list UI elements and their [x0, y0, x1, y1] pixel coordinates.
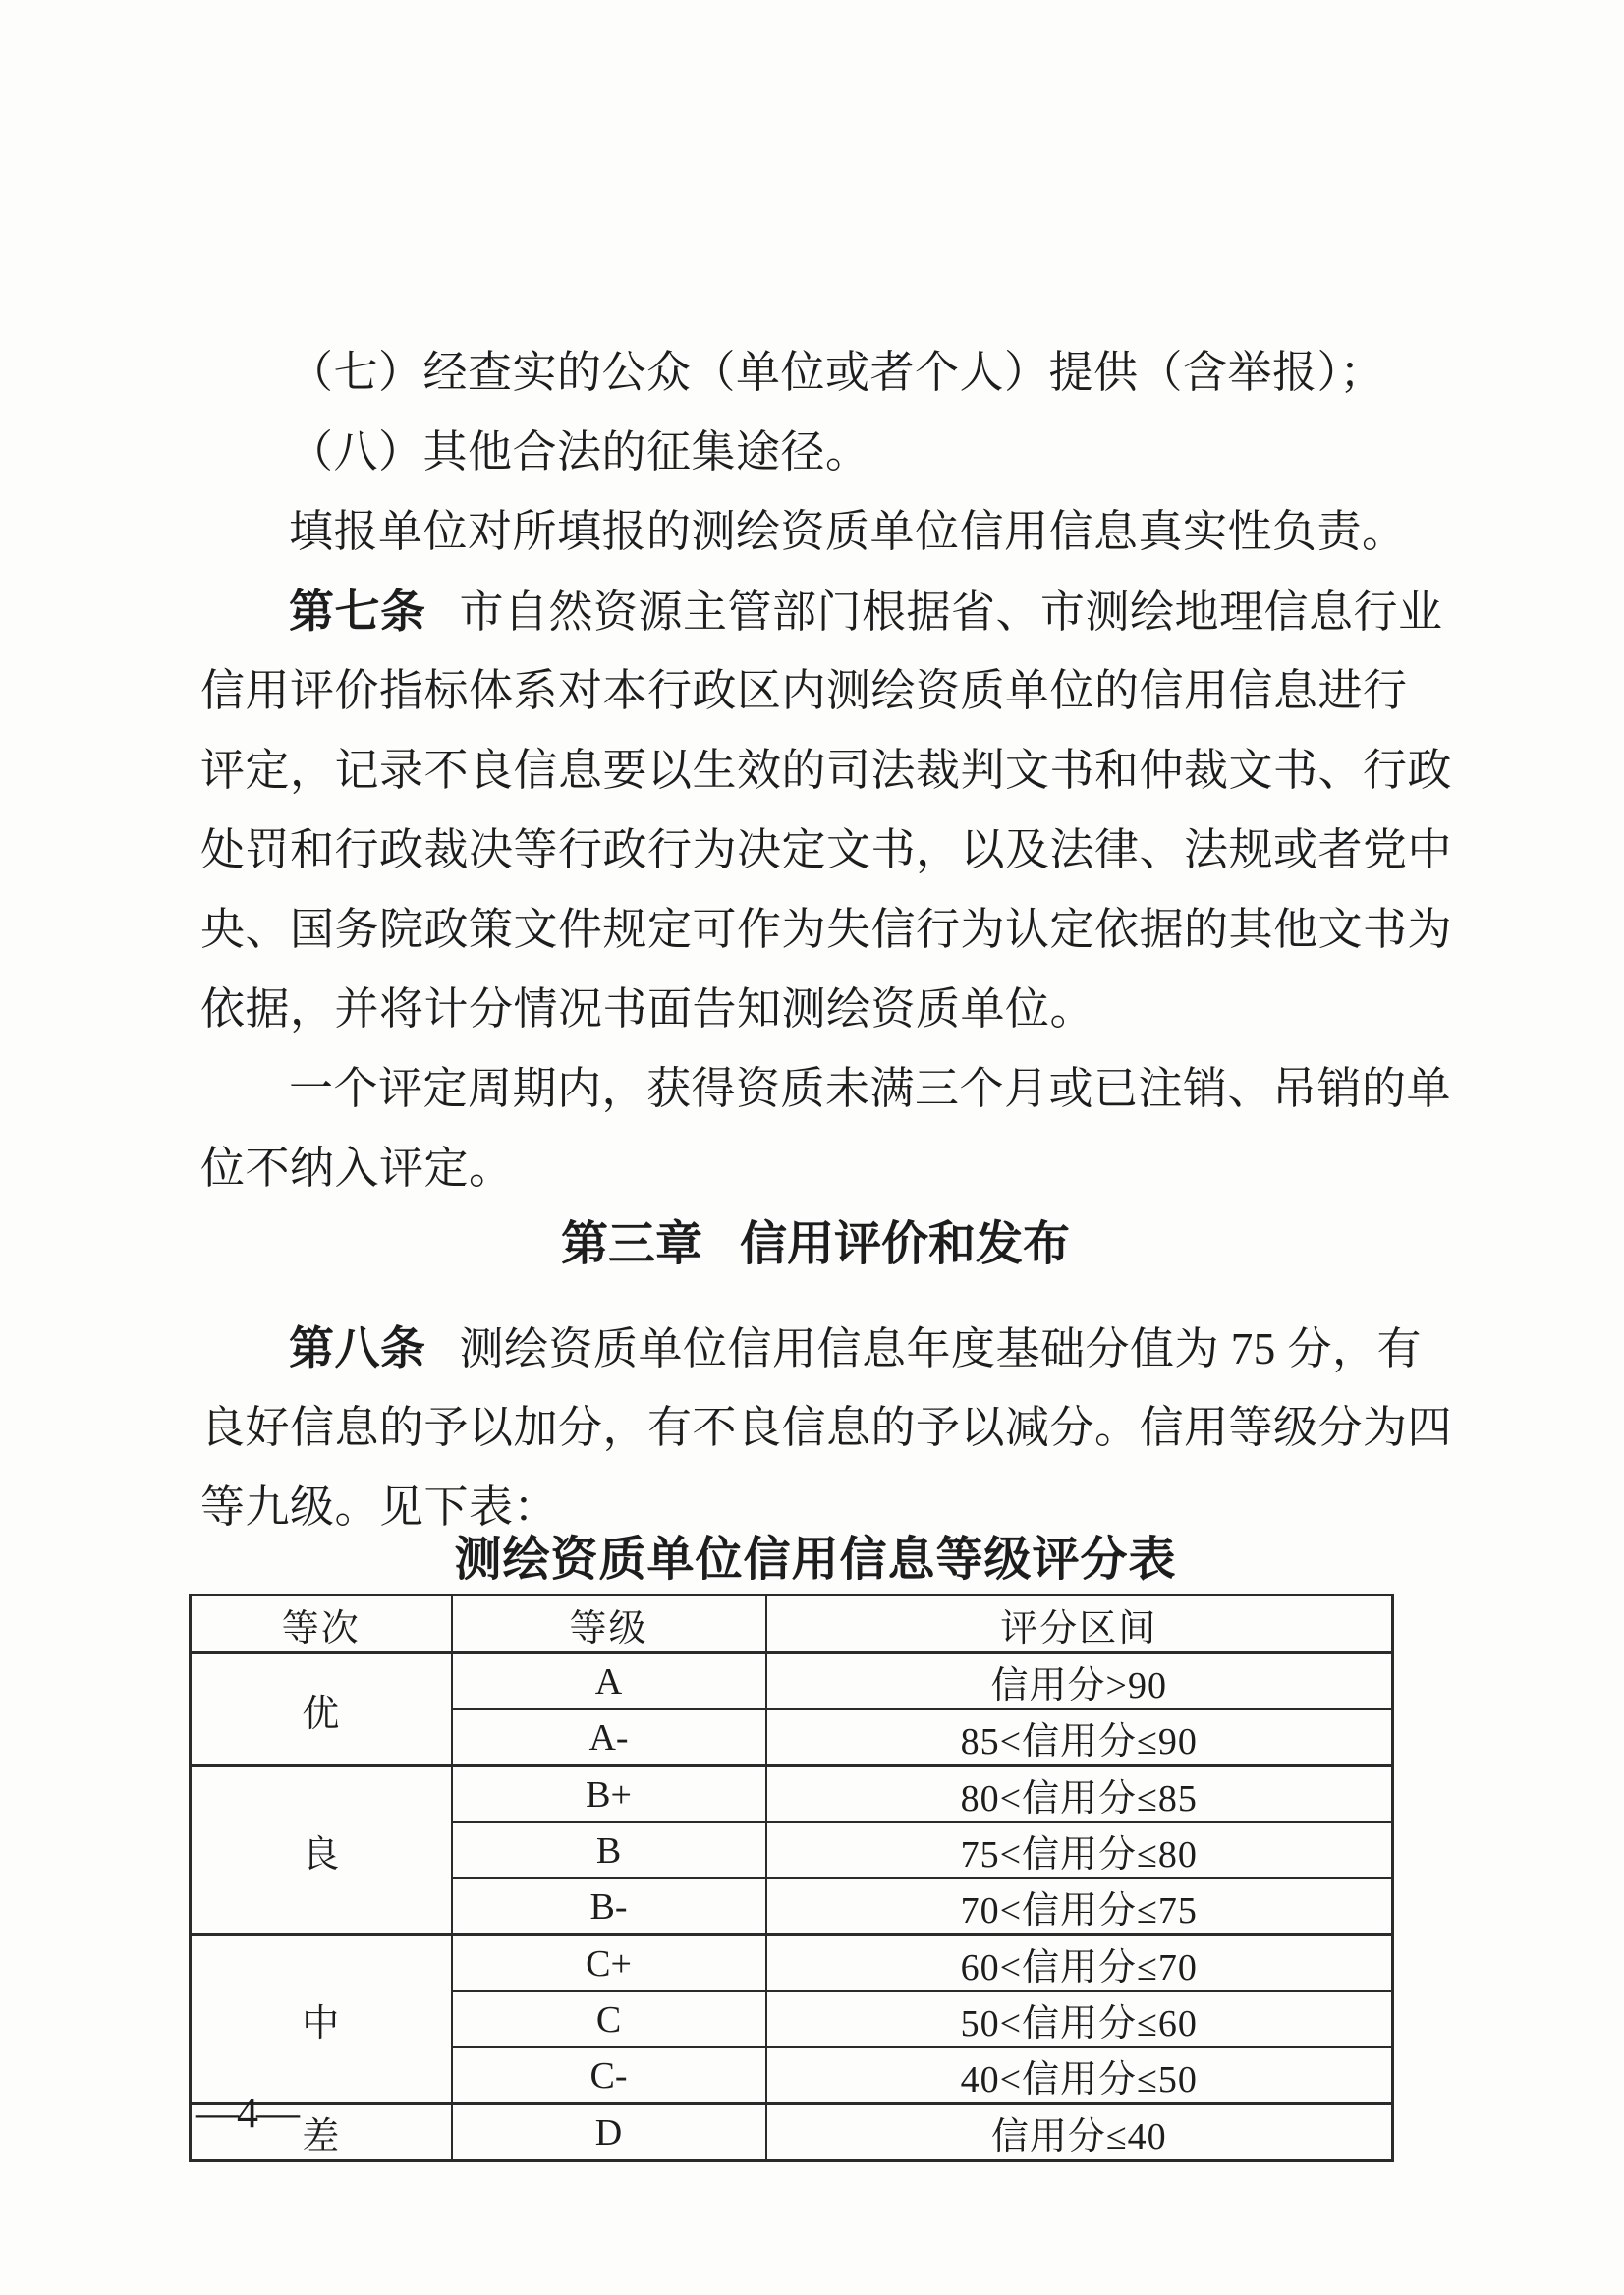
body-line: [200, 1388, 1453, 1468]
tier-cell: 优: [191, 1653, 452, 1766]
body-line: [200, 333, 1430, 413]
grade-cell: A-: [452, 1709, 766, 1766]
grade-cell: C-: [452, 2047, 766, 2104]
header-cell-range: 评分区间: [766, 1595, 1393, 1653]
chapter-heading: [200, 1204, 1430, 1284]
range-cell: 70<信用分≤75: [766, 1878, 1393, 1935]
body-line-text: （七）经查实的公众（单位或者个人）提供（含举报）；: [289, 348, 1385, 397]
body-text-block-1: [200, 333, 1453, 1208]
grade-cell: B-: [452, 1878, 766, 1935]
body-line-text: 一个评定周期内，获得资质未满三个月或已注销、吊销的单: [289, 1064, 1452, 1113]
page-number: —4—: [196, 2089, 298, 2137]
table-row: [191, 1653, 1393, 1710]
body-line-text: 填报单位对所填报的测绘资质单位信用信息真实性负责。: [289, 507, 1407, 556]
grade-cell: B: [452, 1822, 766, 1878]
range-cell: 75<信用分≤80: [766, 1822, 1393, 1878]
body-line: [200, 970, 1430, 1049]
body-line: [200, 651, 1430, 731]
range-cell: 信用分>90: [766, 1653, 1393, 1710]
range-cell: 60<信用分≤70: [766, 1935, 1393, 1992]
article-number-label: 第八条: [289, 1322, 426, 1373]
body-line-text: （八）其他合法的征集途径。: [289, 427, 870, 476]
grade-cell: C+: [452, 1935, 766, 1992]
header-cell-tier: 等次: [191, 1595, 452, 1653]
body-text-block-2: [200, 1309, 1453, 1547]
range-cell: 40<信用分≤50: [766, 2047, 1393, 2104]
body-line: [200, 572, 1443, 651]
body-line: [200, 731, 1453, 811]
tier-cell: 良: [191, 1766, 452, 1935]
body-line: [200, 413, 1430, 492]
range-cell: 85<信用分≤90: [766, 1709, 1393, 1766]
body-line: [200, 492, 1430, 572]
table-row: [191, 1766, 1393, 1823]
tier-cell: 差: [191, 2104, 452, 2161]
body-line-text: 等九级。见下表：: [200, 1483, 559, 1532]
body-line-text: 良好信息的予以加分，有不良信息的予以减分。信用等级分为四: [200, 1403, 1453, 1452]
body-line-text: 处罚和行政裁决等行政行为决定文书，以及法律、法规或者党中: [200, 825, 1453, 874]
credit-rating-table: [189, 1594, 1394, 2162]
range-cell: 80<信用分≤85: [766, 1766, 1393, 1823]
grade-cell: B+: [452, 1766, 766, 1823]
body-line-text: 信用评价指标体系对本行政区内测绘资质单位的信用信息进行: [200, 666, 1408, 715]
body-line-text: 位不纳入评定。: [200, 1144, 514, 1193]
table-row: [191, 2104, 1393, 2161]
table-title: 测绘资质单位信用信息等级评分表: [454, 1534, 1177, 1586]
range-cell: 50<信用分≤60: [766, 1991, 1393, 2047]
chapter-number: 第三章: [560, 1218, 702, 1270]
body-line: [200, 1309, 1430, 1388]
body-line-text: 市自然资源主管部门根据省、市测绘地理信息行业: [459, 588, 1443, 637]
body-line-text: 测绘资质单位信用信息年度基础分值为 75 分，有: [459, 1324, 1423, 1373]
grade-cell: A: [452, 1653, 766, 1710]
article-number-label: 第七条: [289, 586, 426, 637]
grade-cell: C: [452, 1991, 766, 2047]
table-header-row: [191, 1595, 1393, 1653]
body-line-text: 央、国务院政策文件规定可作为失信行为认定依据的其他文书为: [200, 905, 1453, 954]
body-line-text: 评定，记录不良信息要以生效的司法裁判文书和仲裁文书、行政: [200, 746, 1453, 795]
header-cell-grade: 等级: [452, 1595, 766, 1653]
body-line: [200, 1129, 1430, 1208]
body-line: [200, 890, 1453, 970]
table-row: [191, 1935, 1393, 1992]
body-line: [200, 811, 1453, 890]
body-line-text: 依据，并将计分情况书面告知测绘资质单位。: [200, 984, 1095, 1034]
range-cell: 信用分≤40: [766, 2104, 1393, 2161]
tier-cell: 中: [191, 1935, 452, 2104]
grade-cell: D: [452, 2104, 766, 2161]
chapter-title: 信用评价和发布: [740, 1218, 1071, 1270]
body-line: [200, 1049, 1452, 1129]
